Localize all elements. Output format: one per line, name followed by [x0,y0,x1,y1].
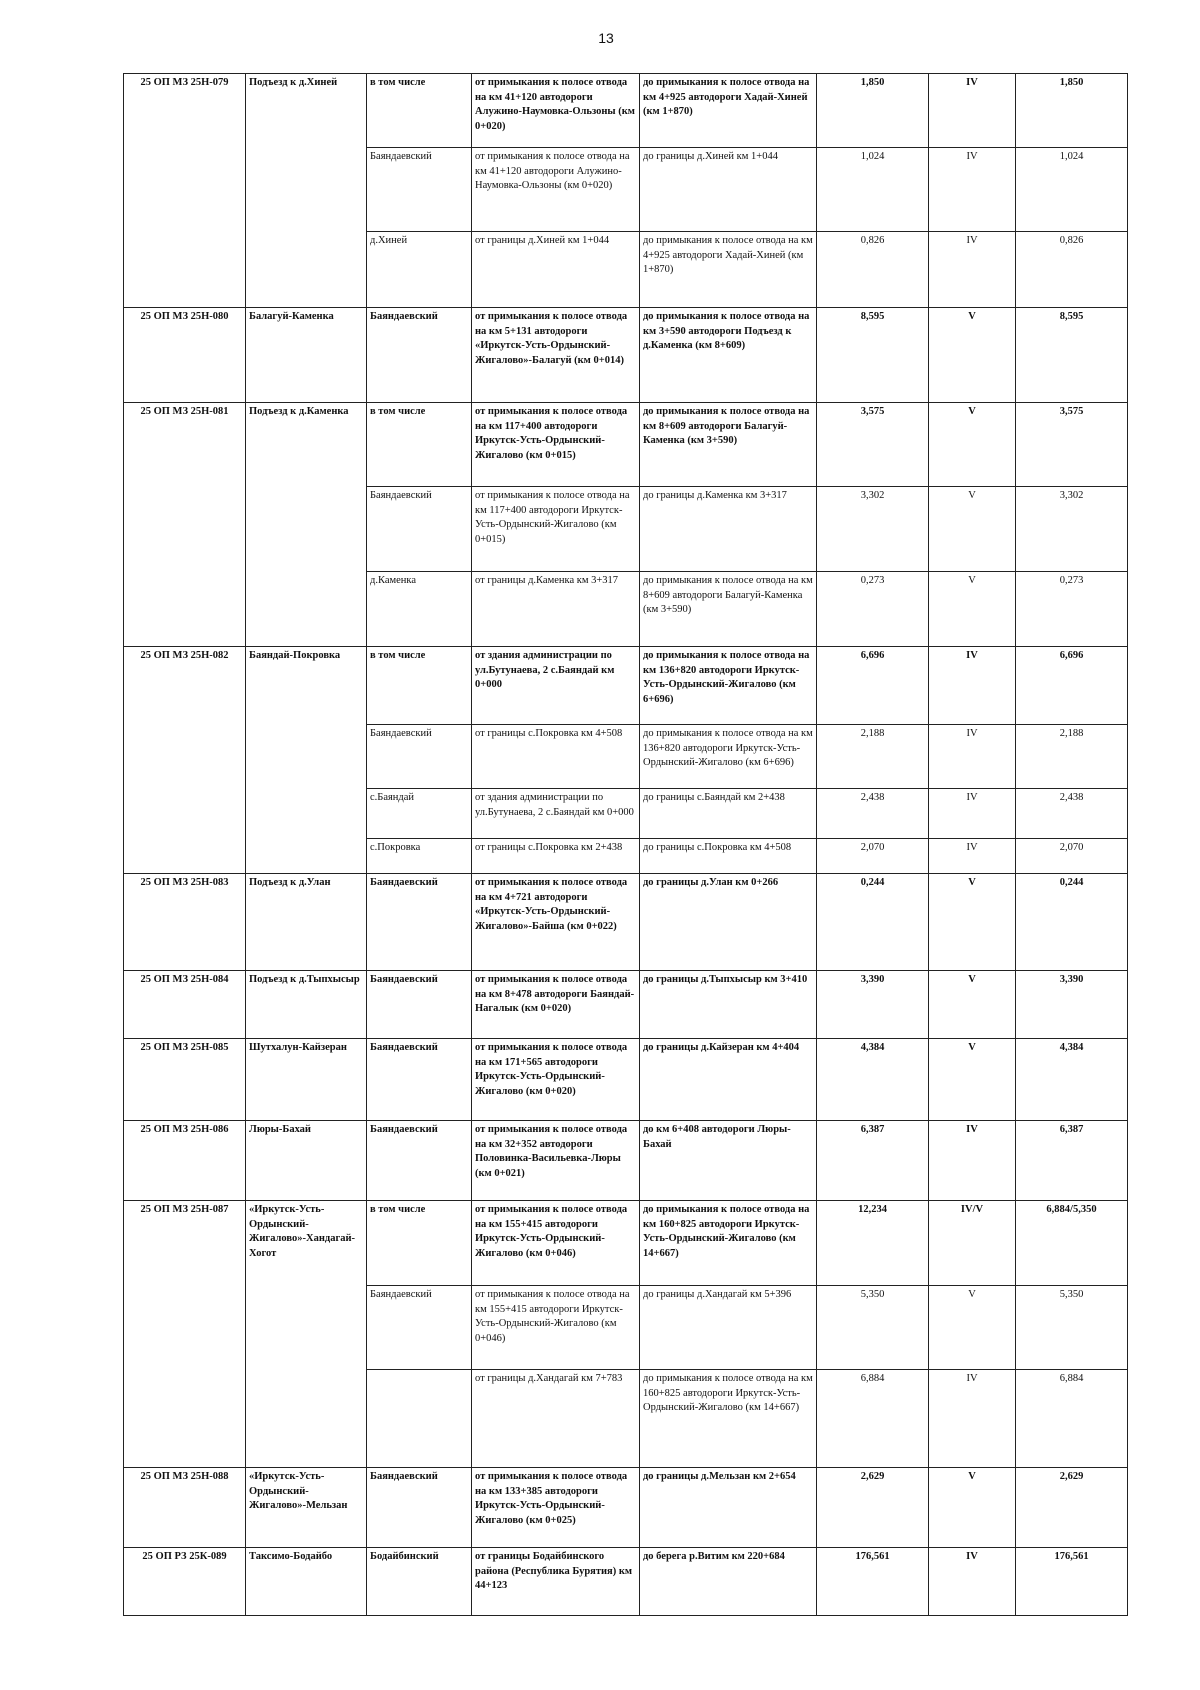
cell-area: Баяндаевский [367,971,472,1039]
cell-to: до границы д.Мельзан км 2+654 [640,1468,817,1548]
cell-from: от границы с.Покровка км 4+508 [472,725,640,789]
cell-total: 6,884/5,350 [1016,1201,1128,1286]
cell-length: 1,024 [817,148,929,232]
cell-length: 6,696 [817,647,929,725]
cell-road-id: 25 ОП МЗ 25Н-080 [124,308,246,403]
cell-length: 5,350 [817,1286,929,1370]
cell-from: от примыкания к полосе отвода на км 32+352 автодороги Половинка-Васильевка-Люры (км 0+021) [472,1121,640,1201]
cell-category: V [929,572,1016,647]
cell-total: 6,884 [1016,1370,1128,1468]
cell-category: IV/V [929,1201,1016,1286]
cell-length: 2,438 [817,789,929,839]
cell-to: до границы д.Тыпхысыр км 3+410 [640,971,817,1039]
cell-to: до границы д.Кайзеран км 4+404 [640,1039,817,1121]
cell-road-id: 25 ОП МЗ 25Н-086 [124,1121,246,1201]
cell-category: IV [929,1548,1016,1616]
table-row [124,74,1128,148]
cell-category: V [929,1286,1016,1370]
cell-from: от примыкания к полосе отвода на км 41+120 автодороги Алужино-Наумовка-Ользоны (км 0+020) [472,148,640,232]
cell-total: 3,575 [1016,403,1128,487]
cell-to: до примыкания к полосе отвода на км 8+609 автодороги Балагуй-Каменка (км 3+590) [640,572,817,647]
cell-road-name: Баяндай-Покровка [246,647,367,874]
cell-length: 3,302 [817,487,929,572]
cell-to: до примыкания к полосе отвода на км 136+820 автодороги Иркутск-Усть-Ордынский-Жигалово (км 6+696) [640,647,817,725]
cell-to: до примыкания к полосе отвода на км 136+820 автодороги Иркутск-Усть-Ордынский-Жигалово (км 6+696) [640,725,817,789]
cell-to: до примыкания к полосе отвода на км 8+609 автодороги Балагуй-Каменка (км 3+590) [640,403,817,487]
cell-area: Баяндаевский [367,1039,472,1121]
cell-area: в том числе [367,74,472,148]
cell-from: от примыкания к полосе отвода на км 117+400 автодороги Иркутск-Усть-Ордынский-Жигалово (км 0+015) [472,403,640,487]
table-row [124,1039,1128,1121]
cell-area: Баяндаевский [367,148,472,232]
cell-road-id: 25 ОП МЗ 25Н-079 [124,74,246,308]
table-row [124,1468,1128,1548]
cell-road-name: Подъезд к д.Тыпхысыр [246,971,367,1039]
cell-category: V [929,1468,1016,1548]
cell-area: в том числе [367,647,472,725]
cell-to: до берега р.Витим км 220+684 [640,1548,817,1616]
cell-from: от границы д.Хандагай км 7+783 [472,1370,640,1468]
cell-area: в том числе [367,1201,472,1286]
cell-to: до примыкания к полосе отвода на км 160+825 автодороги Иркутск-Усть-Ордынский-Жигалово (км 14+667) [640,1370,817,1468]
cell-length: 176,561 [817,1548,929,1616]
cell-category: V [929,487,1016,572]
cell-to: до границы с.Покровка км 4+508 [640,839,817,874]
cell-to: до границы д.Хандагай км 5+396 [640,1286,817,1370]
cell-road-id: 25 ОП МЗ 25Н-087 [124,1201,246,1468]
table-row [124,1201,1128,1286]
cell-total: 0,826 [1016,232,1128,308]
table-row [124,971,1128,1039]
cell-total: 6,696 [1016,647,1128,725]
cell-area: д.Каменка [367,572,472,647]
cell-category: IV [929,148,1016,232]
cell-total: 8,595 [1016,308,1128,403]
cell-length: 2,188 [817,725,929,789]
cell-from: от границы Бодайбинского района (Республика Бурятия) км 44+123 [472,1548,640,1616]
cell-total: 3,390 [1016,971,1128,1039]
roads-table [123,73,1128,1616]
cell-road-id: 25 ОП РЗ 25К-089 [124,1548,246,1616]
cell-area: Баяндаевский [367,725,472,789]
cell-from: от границы с.Покровка км 2+438 [472,839,640,874]
cell-area [367,1370,472,1468]
cell-road-id: 25 ОП МЗ 25Н-081 [124,403,246,647]
cell-length: 2,070 [817,839,929,874]
roads-table-body [124,74,1128,1616]
cell-from: от примыкания к полосе отвода на км 117+400 автодороги Иркутск-Усть-Ордынский-Жигалово (км 0+015) [472,487,640,572]
cell-length: 8,595 [817,308,929,403]
cell-category: IV [929,725,1016,789]
cell-total: 6,387 [1016,1121,1128,1201]
cell-length: 0,273 [817,572,929,647]
cell-from: от границы д.Хиней км 1+044 [472,232,640,308]
cell-to: до границы д.Улан км 0+266 [640,874,817,971]
cell-length: 0,244 [817,874,929,971]
cell-to: до границы д.Хиней км 1+044 [640,148,817,232]
cell-road-name: «Иркутск-Усть-Ордынский-Жигалово»-Хандагай-Хогот [246,1201,367,1468]
cell-length: 3,390 [817,971,929,1039]
cell-to: до примыкания к полосе отвода на км 4+925 автодороги Хадай-Хиней (км 1+870) [640,74,817,148]
cell-total: 0,273 [1016,572,1128,647]
cell-from: от примыкания к полосе отвода на км 133+385 автодороги Иркутск-Усть-Ордынский-Жигалово (км 0+025) [472,1468,640,1548]
cell-area: Баяндаевский [367,874,472,971]
cell-total: 5,350 [1016,1286,1128,1370]
cell-road-id: 25 ОП МЗ 25Н-083 [124,874,246,971]
cell-length: 6,387 [817,1121,929,1201]
cell-category: IV [929,1370,1016,1468]
cell-to: до км 6+408 автодороги Люры-Бахай [640,1121,817,1201]
cell-road-name: Балагуй-Каменка [246,308,367,403]
cell-category: V [929,971,1016,1039]
cell-to: до примыкания к полосе отвода на км 160+825 автодороги Иркутск-Усть-Ордынский-Жигалово (км 14+667) [640,1201,817,1286]
cell-area: в том числе [367,403,472,487]
table-row [124,1121,1128,1201]
cell-area: Баяндаевский [367,1121,472,1201]
cell-to: до примыкания к полосе отвода на км 4+925 автодороги Хадай-Хиней (км 1+870) [640,232,817,308]
page-number: 13 [598,30,614,46]
cell-total: 2,188 [1016,725,1128,789]
cell-road-name: «Иркутск-Усть-Ордынский-Жигалово»-Мельзан [246,1468,367,1548]
cell-from: от примыкания к полосе отвода на км 41+120 автодороги Алужино-Наумовка-Ользоны (км 0+020) [472,74,640,148]
cell-road-id: 25 ОП МЗ 25Н-085 [124,1039,246,1121]
cell-total: 3,302 [1016,487,1128,572]
cell-category: IV [929,789,1016,839]
cell-from: от здания администрации по ул.Бутунаева, 2 с.Баяндай км 0+000 [472,647,640,725]
cell-from: от примыкания к полосе отвода на км 155+415 автодороги Иркутск-Усть-Ордынский-Жигалово (км 0+046) [472,1201,640,1286]
cell-total: 0,244 [1016,874,1128,971]
cell-area: Баяндаевский [367,308,472,403]
table-row [124,403,1128,487]
cell-road-name: Подъезд к д.Каменка [246,403,367,647]
cell-length: 0,826 [817,232,929,308]
cell-road-name: Люры-Бахай [246,1121,367,1201]
cell-from: от границы д.Каменка км 3+317 [472,572,640,647]
cell-total: 2,438 [1016,789,1128,839]
cell-from: от примыкания к полосе отвода на км 5+131 автодороги «Иркутск-Усть-Ордынский-Жигалово»-Балагуй (км 0+014) [472,308,640,403]
cell-from: от примыкания к полосе отвода на км 171+565 автодороги Иркутск-Усть-Ордынский-Жигалово (км 0+020) [472,1039,640,1121]
cell-category: V [929,403,1016,487]
cell-road-name: Шутхалун-Кайзеран [246,1039,367,1121]
cell-category: IV [929,232,1016,308]
cell-total: 1,024 [1016,148,1128,232]
cell-length: 1,850 [817,74,929,148]
cell-category: V [929,874,1016,971]
cell-from: от здания администрации по ул.Бутунаева, 2 с.Баяндай км 0+000 [472,789,640,839]
cell-area: Баяндаевский [367,1468,472,1548]
cell-total: 2,629 [1016,1468,1128,1548]
cell-road-name: Подъезд к д.Улан [246,874,367,971]
cell-category: V [929,1039,1016,1121]
cell-area: с.Баяндай [367,789,472,839]
cell-total: 4,384 [1016,1039,1128,1121]
cell-from: от примыкания к полосе отвода на км 155+415 автодороги Иркутск-Усть-Ордынский-Жигалово (км 0+046) [472,1286,640,1370]
cell-from: от примыкания к полосе отвода на км 8+478 автодороги Баяндай-Нагалык (км 0+020) [472,971,640,1039]
cell-to: до границы с.Баяндай км 2+438 [640,789,817,839]
cell-area: Баяндаевский [367,487,472,572]
cell-length: 12,234 [817,1201,929,1286]
cell-total: 2,070 [1016,839,1128,874]
cell-road-id: 25 ОП МЗ 25Н-084 [124,971,246,1039]
cell-to: до границы д.Каменка км 3+317 [640,487,817,572]
cell-category: IV [929,839,1016,874]
cell-category: IV [929,647,1016,725]
cell-category: V [929,308,1016,403]
table-row [124,1548,1128,1616]
table-row [124,874,1128,971]
table-row [124,647,1128,725]
cell-area: Бодайбинский [367,1548,472,1616]
cell-to: до примыкания к полосе отвода на км 3+590 автодороги Подъезд к д.Каменка (км 8+609) [640,308,817,403]
cell-length: 4,384 [817,1039,929,1121]
cell-road-name: Подъезд к д.Хиней [246,74,367,308]
cell-area: д.Хиней [367,232,472,308]
cell-road-id: 25 ОП МЗ 25Н-088 [124,1468,246,1548]
cell-road-name: Таксимо-Бодайбо [246,1548,367,1616]
cell-total: 1,850 [1016,74,1128,148]
cell-category: IV [929,1121,1016,1201]
cell-road-id: 25 ОП МЗ 25Н-082 [124,647,246,874]
cell-area: Баяндаевский [367,1286,472,1370]
cell-area: с.Покровка [367,839,472,874]
table-row [124,308,1128,403]
cell-length: 2,629 [817,1468,929,1548]
cell-total: 176,561 [1016,1548,1128,1616]
cell-length: 6,884 [817,1370,929,1468]
cell-category: IV [929,74,1016,148]
cell-from: от примыкания к полосе отвода на км 4+721 автодороги «Иркутск-Усть-Ордынский-Жигалово»-Байша (км 0+022) [472,874,640,971]
cell-length: 3,575 [817,403,929,487]
